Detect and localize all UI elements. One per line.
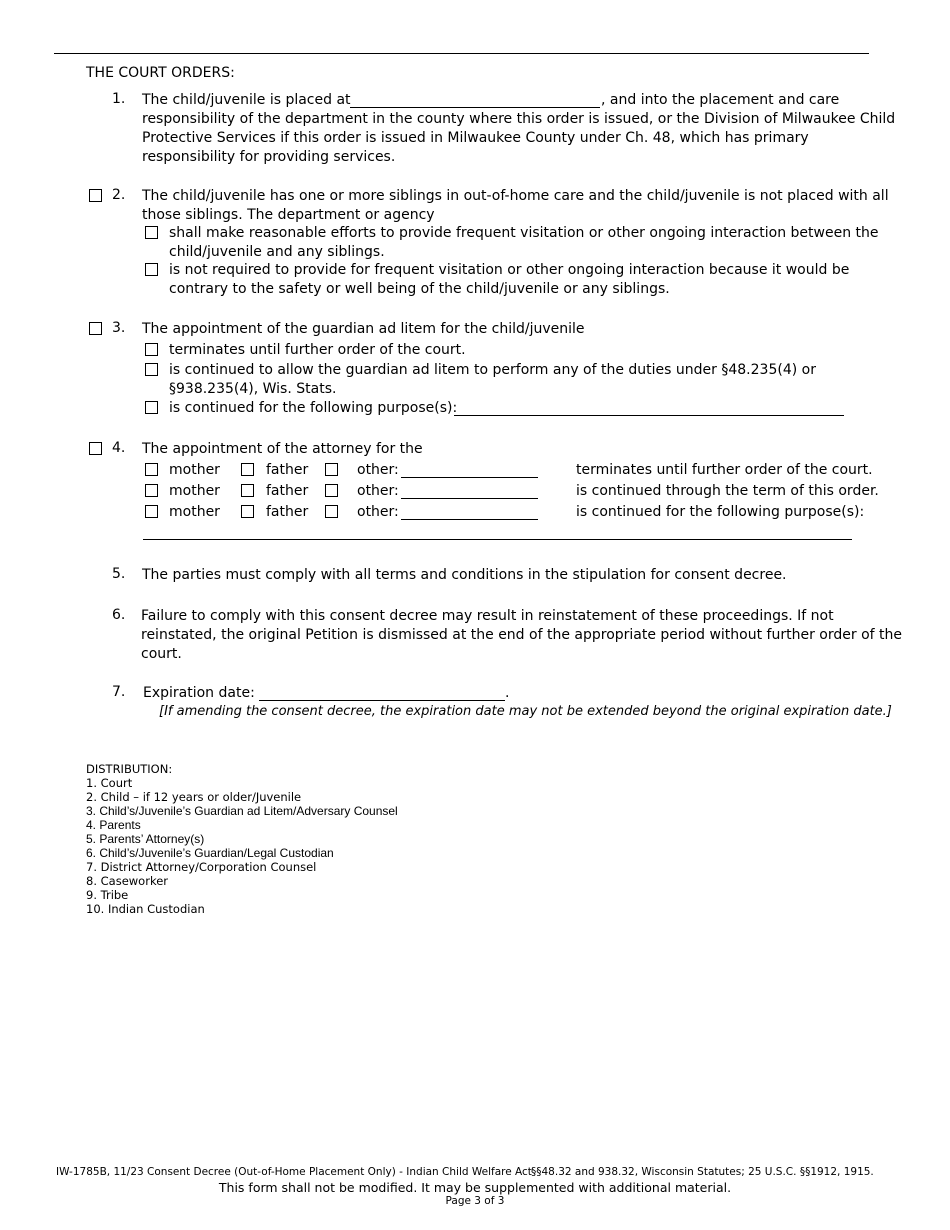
item-2-option1-line2: child/juvenile and any siblings.	[169, 244, 385, 260]
row3-other-checkbox[interactable]	[325, 505, 338, 518]
row2-other-label: other:	[357, 483, 399, 499]
row1-father-label: father	[266, 462, 309, 478]
item-2-option2-line1: is not required to provide for frequent visitation or other ongoing interaction because it would be	[169, 262, 850, 278]
row2-other-checkbox[interactable]	[325, 484, 338, 497]
row3-father-checkbox[interactable]	[241, 505, 254, 518]
item-6-line2: reinstated, the original Petition is dismissed at the end of the appropriate period without further order of the	[141, 627, 902, 643]
distribution-item: 8. Caseworker	[86, 874, 168, 888]
distribution-item: 1. Court	[86, 776, 133, 790]
item-5-text: The parties must comply with all terms and conditions in the stipulation for consent decree.	[142, 567, 787, 583]
item-2-number: 2.	[112, 187, 126, 203]
item-3-line1: The appointment of the guardian ad litem for the child/juvenile	[142, 321, 585, 337]
expiration-period: .	[505, 685, 510, 701]
item-6-line3: court.	[141, 646, 182, 662]
item-3-option3: is continued for the following purpose(s):	[169, 400, 458, 416]
row3-father-label: father	[266, 504, 309, 520]
expiration-label: Expiration date:	[143, 685, 255, 701]
item-7-number: 7.	[112, 684, 126, 700]
item-3-option2-line2: §938.235(4), Wis. Stats.	[169, 381, 337, 397]
footer-page-number: Page 3 of 3	[445, 1195, 505, 1207]
top-rule	[54, 53, 869, 54]
expiration-note: [If amending the consent decree, the expiration date may not be extended beyond the original expiration date.]	[159, 704, 892, 719]
row1-father-checkbox[interactable]	[241, 463, 254, 476]
distribution-item: 4. Parents	[86, 818, 141, 832]
item-2-line1: The child/juvenile has one or more siblings in out-of-home care and the child/juvenile is not placed with all	[142, 188, 889, 204]
item-1-text-after: , and into the placement and care	[601, 92, 840, 108]
gal-purpose-field[interactable]	[454, 415, 844, 416]
footer-notice: This form shall not be modified. It may be supplemented with additional material.	[218, 1180, 732, 1195]
item-2-option2-line2: contrary to the safety or well being of the child/juvenile or any siblings.	[169, 281, 670, 297]
row3-mother-checkbox[interactable]	[145, 505, 158, 518]
row3-other-label: other:	[357, 504, 399, 520]
item-1-number: 1.	[112, 91, 126, 107]
row2-father-label: father	[266, 483, 309, 499]
item-5-number: 5.	[112, 566, 126, 582]
attorney-purpose-field[interactable]	[143, 539, 852, 540]
row2-mother-label: mother	[169, 483, 220, 499]
item-3-option1: terminates until further order of the court.	[169, 342, 466, 358]
distribution-item: 5. Parents’ Attorney(s)	[86, 832, 205, 846]
item-1-text-before: The child/juvenile is placed at	[142, 92, 351, 108]
item-4-line1: The appointment of the attorney for the	[142, 441, 423, 457]
row1-result: terminates until further order of the court.	[576, 462, 873, 478]
item-3-option1-checkbox[interactable]	[145, 343, 158, 356]
row2-other-field[interactable]	[401, 498, 538, 499]
section-heading: THE COURT ORDERS:	[86, 65, 235, 81]
row1-mother-checkbox[interactable]	[145, 463, 158, 476]
footer-form-id: IW-1785B, 11/23 Consent Decree (Out-of-Home Placement Only) - Indian Child Welfare Act	[56, 1166, 532, 1178]
distribution-title: DISTRIBUTION:	[86, 762, 173, 776]
item-1-line3: Protective Services if this order is issued in Milwaukee County under Ch. 48, which has primary	[142, 130, 809, 146]
row1-other-checkbox[interactable]	[325, 463, 338, 476]
row1-mother-label: mother	[169, 462, 220, 478]
distribution-item: 10. Indian Custodian	[86, 902, 205, 916]
row2-father-checkbox[interactable]	[241, 484, 254, 497]
expiration-date-field[interactable]	[259, 700, 505, 701]
item-2-option1-checkbox[interactable]	[145, 226, 158, 239]
item-1-line2: responsibility of the department in the county where this order is issued, or the Division of Milwaukee Child	[142, 111, 896, 127]
item-1-line4: responsibility for providing services.	[142, 149, 396, 165]
item-2-option1-line1: shall make reasonable efforts to provide frequent visitation or other ongoing interaction between the	[169, 225, 879, 241]
row3-result: is continued for the following purpose(s):	[576, 504, 865, 520]
distribution-item: 2. Child – if 12 years or older/Juvenile	[86, 790, 302, 804]
item-3-checkbox[interactable]	[89, 322, 102, 335]
footer-statutes: §§48.32 and 938.32, Wisconsin Statutes; 25 U.S.C. §§1912, 1915.	[531, 1166, 874, 1178]
distribution-item: 9. Tribe	[86, 888, 129, 902]
item-4-number: 4.	[112, 440, 126, 456]
distribution-item: 7. District Attorney/Corporation Counsel	[86, 860, 317, 874]
row2-result: is continued through the term of this order.	[576, 483, 879, 499]
distribution-item: 6. Child’s/Juvenile’s Guardian/Legal Custodian	[86, 846, 334, 860]
row2-mother-checkbox[interactable]	[145, 484, 158, 497]
item-3-option3-checkbox[interactable]	[145, 401, 158, 414]
item-6-line1: Failure to comply with this consent decree may result in reinstatement of these proceedings. If not	[141, 608, 834, 624]
item-2-option2-checkbox[interactable]	[145, 263, 158, 276]
placement-field[interactable]	[350, 107, 600, 108]
item-2-checkbox[interactable]	[89, 189, 102, 202]
item-3-option2-line1: is continued to allow the guardian ad litem to perform any of the duties under §48.235(4) or	[169, 362, 816, 378]
row1-other-label: other:	[357, 462, 399, 478]
item-6-number: 6.	[112, 607, 126, 623]
item-4-checkbox[interactable]	[89, 442, 102, 455]
row3-other-field[interactable]	[401, 519, 538, 520]
row1-other-field[interactable]	[401, 477, 538, 478]
item-2-line2: those siblings. The department or agency	[142, 207, 435, 223]
distribution-item: 3. Child’s/Juvenile’s Guardian ad Litem/Adversary Counsel	[86, 804, 398, 818]
item-3-number: 3.	[112, 320, 126, 336]
row3-mother-label: mother	[169, 504, 220, 520]
item-3-option2-checkbox[interactable]	[145, 363, 158, 376]
